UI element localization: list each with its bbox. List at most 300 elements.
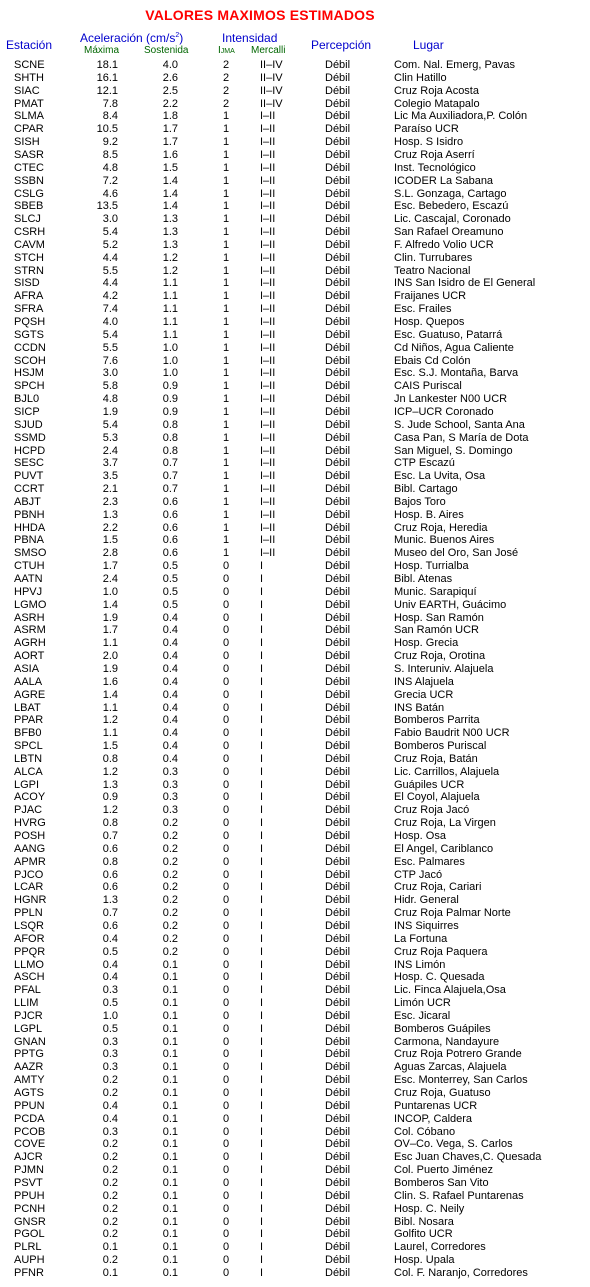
mercalli-intensity: I–II bbox=[260, 213, 276, 226]
mercalli-intensity: I bbox=[260, 1241, 264, 1254]
perception: Débil bbox=[325, 418, 351, 431]
location: Esc. Monterrey, San Carlos bbox=[394, 1074, 528, 1087]
location: Col. Cóbano bbox=[394, 1125, 456, 1138]
location: Cruz Roja Paquera bbox=[394, 945, 488, 958]
jma-intensity: 2 bbox=[222, 71, 230, 84]
table-row bbox=[0, 175, 590, 188]
mercalli-intensity: I–II bbox=[260, 187, 276, 200]
sustained-acceleration: 0.4 bbox=[162, 740, 178, 753]
mercalli-intensity: I–II bbox=[260, 136, 276, 149]
jma-intensity: 0 bbox=[222, 727, 230, 740]
header-aceleracion-exponent: 2 bbox=[175, 32, 180, 39]
station-code: STCH bbox=[14, 251, 44, 264]
jma-intensity: 0 bbox=[222, 1048, 230, 1061]
max-acceleration: 5.4 bbox=[102, 328, 118, 341]
perception: Débil bbox=[325, 1241, 351, 1254]
station-code: PPLN bbox=[14, 907, 43, 920]
table-row bbox=[0, 971, 590, 984]
jma-intensity: 0 bbox=[222, 752, 230, 765]
location: Col. F. Naranjo, Corredores bbox=[394, 1266, 528, 1279]
mercalli-intensity: I–II bbox=[260, 547, 276, 560]
location: ICODER La Sabana bbox=[394, 174, 494, 187]
location: Esc Juan Chaves,C. Quesada bbox=[394, 1151, 542, 1164]
sustained-acceleration: 1.3 bbox=[162, 226, 178, 239]
sustained-acceleration: 0.1 bbox=[162, 1112, 178, 1125]
jma-intensity: 0 bbox=[222, 675, 230, 688]
location: El Coyol, Alajuela bbox=[394, 791, 480, 804]
perception: Débil bbox=[325, 238, 351, 251]
table-row bbox=[0, 984, 590, 997]
location: Cruz Roja Acosta bbox=[394, 84, 479, 97]
max-acceleration: 0.2 bbox=[102, 1164, 118, 1177]
table-row bbox=[0, 624, 590, 637]
table-row bbox=[0, 959, 590, 972]
mercalli-intensity: I–II bbox=[260, 534, 276, 547]
perception: Débil bbox=[325, 226, 351, 239]
mercalli-intensity: I–II bbox=[260, 161, 276, 174]
mercalli-intensity: I bbox=[260, 1009, 264, 1022]
station-code: PJAC bbox=[14, 804, 43, 817]
mercalli-intensity: II–IV bbox=[260, 59, 283, 71]
mercalli-intensity: I bbox=[260, 1138, 264, 1151]
mercalli-intensity: I–II bbox=[260, 431, 276, 444]
station-code: AFOR bbox=[14, 932, 45, 945]
perception: Débil bbox=[325, 573, 351, 585]
location: Bibl. Nosara bbox=[394, 1215, 454, 1228]
mercalli-intensity: I bbox=[260, 1074, 264, 1087]
sustained-acceleration: 0.6 bbox=[162, 534, 178, 547]
table-row bbox=[0, 1087, 590, 1100]
perception: Débil bbox=[325, 264, 351, 277]
location: Hidr. General bbox=[394, 894, 459, 907]
station-code: SBEB bbox=[14, 200, 44, 213]
table-row bbox=[0, 457, 590, 470]
sustained-acceleration: 0.2 bbox=[162, 932, 178, 945]
jma-intensity: 0 bbox=[222, 560, 230, 573]
sustained-acceleration: 0.1 bbox=[162, 1061, 178, 1074]
mercalli-intensity: I–II bbox=[260, 418, 276, 431]
perception: Débil bbox=[325, 560, 351, 573]
perception: Débil bbox=[325, 444, 351, 457]
station-code: CTUH bbox=[14, 560, 45, 573]
table-row bbox=[0, 406, 590, 419]
jma-intensity: 0 bbox=[222, 573, 230, 585]
jma-intensity: 0 bbox=[222, 1099, 230, 1112]
location: Cruz Roja, Cariari bbox=[394, 881, 482, 894]
jma-intensity: 0 bbox=[222, 1202, 230, 1215]
mercalli-intensity: II–IV bbox=[260, 71, 283, 84]
sustained-acceleration: 0.1 bbox=[162, 1151, 178, 1164]
table-row bbox=[0, 727, 590, 740]
mercalli-intensity: I–II bbox=[260, 316, 276, 328]
location: Inst. Tecnológico bbox=[394, 161, 476, 174]
sustained-acceleration: 0.8 bbox=[162, 431, 178, 444]
sustained-acceleration: 0.1 bbox=[162, 984, 178, 997]
max-acceleration: 0.3 bbox=[102, 1048, 118, 1061]
perception: Débil bbox=[325, 907, 351, 920]
station-code: SESC bbox=[14, 457, 44, 470]
max-acceleration: 0.6 bbox=[102, 881, 118, 894]
mercalli-intensity: I bbox=[260, 611, 264, 624]
mercalli-intensity: I–II bbox=[260, 495, 276, 508]
location: Cruz Roja, La Virgen bbox=[394, 817, 496, 830]
mercalli-intensity: I bbox=[260, 585, 264, 598]
station-code: PQSH bbox=[14, 316, 46, 328]
jma-intensity: 0 bbox=[222, 1241, 230, 1254]
jma-intensity: 0 bbox=[222, 932, 230, 945]
jma-intensity: 0 bbox=[222, 778, 230, 791]
mercalli-intensity: I–II bbox=[260, 238, 276, 251]
table-row bbox=[0, 483, 590, 496]
location: Cruz Roja Palmar Norte bbox=[394, 907, 511, 920]
location: ICP–UCR Coronado bbox=[394, 405, 494, 418]
location: Fabio Baudrit N00 UCR bbox=[394, 727, 510, 740]
perception: Débil bbox=[325, 483, 351, 496]
sustained-acceleration: 0.9 bbox=[162, 393, 178, 406]
table-row bbox=[0, 1177, 590, 1190]
max-acceleration: 1.0 bbox=[102, 585, 118, 598]
jma-intensity: 1 bbox=[222, 238, 230, 251]
station-code: LBTN bbox=[14, 752, 43, 765]
mercalli-intensity: I bbox=[260, 932, 264, 945]
location: Bomberos Parrita bbox=[394, 714, 480, 727]
location: Golfito UCR bbox=[394, 1228, 453, 1241]
sustained-acceleration: 0.1 bbox=[162, 1266, 178, 1279]
station-code: PBNA bbox=[14, 534, 44, 547]
table-row bbox=[0, 573, 590, 586]
table-row bbox=[0, 766, 590, 779]
station-code: ALCA bbox=[14, 765, 43, 778]
perception: Débil bbox=[325, 495, 351, 508]
location: CTP Jacó bbox=[394, 868, 443, 881]
station-code: COVE bbox=[14, 1138, 46, 1151]
max-acceleration: 1.5 bbox=[102, 740, 118, 753]
perception: Débil bbox=[325, 1266, 351, 1279]
jma-intensity: 1 bbox=[222, 354, 230, 367]
station-code: LCAR bbox=[14, 881, 44, 894]
sustained-acceleration: 0.9 bbox=[162, 405, 178, 418]
perception: Débil bbox=[325, 598, 351, 611]
location: El Angel, Cariblanco bbox=[394, 842, 494, 855]
sustained-acceleration: 0.2 bbox=[162, 907, 178, 920]
mercalli-intensity: I bbox=[260, 1022, 264, 1035]
station-code: SMSO bbox=[14, 547, 47, 560]
max-acceleration: 0.5 bbox=[102, 997, 118, 1010]
sustained-acceleration: 0.4 bbox=[162, 752, 178, 765]
jma-intensity: 1 bbox=[222, 264, 230, 277]
location: Cruz Roja, Guatuso bbox=[394, 1087, 491, 1099]
location: Hosp. Osa bbox=[394, 830, 446, 842]
header-ijma-sub: JMA bbox=[220, 48, 235, 55]
perception: Débil bbox=[325, 765, 351, 778]
station-code: CTEC bbox=[14, 161, 44, 174]
mercalli-intensity: I–II bbox=[260, 110, 276, 123]
max-acceleration: 3.0 bbox=[102, 367, 118, 380]
perception: Débil bbox=[325, 290, 351, 303]
jma-intensity: 0 bbox=[222, 688, 230, 701]
table-row bbox=[0, 110, 590, 123]
perception: Débil bbox=[325, 1138, 351, 1151]
table-row bbox=[0, 239, 590, 252]
station-code: SSBN bbox=[14, 174, 44, 187]
perception: Débil bbox=[325, 1112, 351, 1125]
location: San Miguel, S. Domingo bbox=[394, 444, 513, 457]
perception: Débil bbox=[325, 110, 351, 123]
max-acceleration: 0.8 bbox=[102, 752, 118, 765]
max-acceleration: 2.2 bbox=[102, 521, 118, 534]
jma-intensity: 0 bbox=[222, 1022, 230, 1035]
sustained-acceleration: 1.7 bbox=[162, 136, 178, 149]
perception: Débil bbox=[325, 1022, 351, 1035]
location: Cruz Roja Jacó bbox=[394, 804, 470, 817]
mercalli-intensity: I–II bbox=[260, 508, 276, 521]
jma-intensity: 0 bbox=[222, 1176, 230, 1189]
perception: Débil bbox=[325, 1074, 351, 1087]
perception: Débil bbox=[325, 534, 351, 547]
sustained-acceleration: 1.4 bbox=[162, 174, 178, 187]
perception: Débil bbox=[325, 161, 351, 174]
sustained-acceleration: 0.4 bbox=[162, 624, 178, 637]
perception: Débil bbox=[325, 778, 351, 791]
max-acceleration: 0.6 bbox=[102, 919, 118, 932]
table-row bbox=[0, 522, 590, 535]
mercalli-intensity: I bbox=[260, 765, 264, 778]
header-intensidad: Intensidad bbox=[222, 31, 278, 45]
mercalli-intensity: I–II bbox=[260, 380, 276, 393]
jma-intensity: 1 bbox=[222, 251, 230, 264]
mercalli-intensity: I bbox=[260, 573, 264, 585]
table-row bbox=[0, 663, 590, 676]
max-acceleration: 1.1 bbox=[102, 727, 118, 740]
sustained-acceleration: 0.5 bbox=[162, 585, 178, 598]
mercalli-intensity: I bbox=[260, 1254, 264, 1267]
perception: Débil bbox=[325, 1035, 351, 1048]
station-code: PJMN bbox=[14, 1164, 44, 1177]
jma-intensity: 2 bbox=[222, 97, 230, 110]
station-code: BJL0 bbox=[14, 393, 40, 406]
jma-intensity: 0 bbox=[222, 855, 230, 868]
location: Casa Pan, S María de Dota bbox=[394, 431, 529, 444]
max-acceleration: 0.2 bbox=[102, 1254, 118, 1267]
station-code: AGRH bbox=[14, 637, 46, 650]
sustained-acceleration: 0.1 bbox=[162, 1138, 178, 1151]
sustained-acceleration: 1.7 bbox=[162, 123, 178, 136]
jma-intensity: 1 bbox=[222, 418, 230, 431]
location: Col. Puerto Jiménez bbox=[394, 1164, 494, 1177]
station-code: CCDN bbox=[14, 341, 46, 354]
location: Hosp. Quepos bbox=[394, 316, 465, 328]
location: Cruz Roja, Batán bbox=[394, 752, 478, 765]
mercalli-intensity: I bbox=[260, 1048, 264, 1061]
table-row bbox=[0, 804, 590, 817]
max-acceleration: 2.4 bbox=[102, 444, 118, 457]
max-acceleration: 0.4 bbox=[102, 971, 118, 984]
mercalli-intensity: I bbox=[260, 1061, 264, 1074]
perception: Débil bbox=[325, 675, 351, 688]
location: Cruz Roja, Heredia bbox=[394, 521, 488, 534]
station-code: STRN bbox=[14, 264, 44, 277]
sustained-acceleration: 0.4 bbox=[162, 727, 178, 740]
max-acceleration: 0.2 bbox=[102, 1228, 118, 1241]
station-code: HGNR bbox=[14, 894, 47, 907]
perception: Débil bbox=[325, 1176, 351, 1189]
station-code: SASR bbox=[14, 148, 44, 161]
table-row bbox=[0, 1126, 590, 1139]
jma-intensity: 2 bbox=[222, 59, 230, 71]
mercalli-intensity: I bbox=[260, 1151, 264, 1164]
jma-intensity: 0 bbox=[222, 842, 230, 855]
mercalli-intensity: I–II bbox=[260, 393, 276, 406]
jma-intensity: 1 bbox=[222, 393, 230, 406]
perception: Débil bbox=[325, 1164, 351, 1177]
sustained-acceleration: 0.2 bbox=[162, 855, 178, 868]
table-row bbox=[0, 702, 590, 715]
location: INS Alajuela bbox=[394, 675, 454, 688]
jma-intensity: 0 bbox=[222, 1151, 230, 1164]
table-row bbox=[0, 509, 590, 522]
perception: Débil bbox=[325, 1202, 351, 1215]
perception: Débil bbox=[325, 1151, 351, 1164]
station-code: ASRM bbox=[14, 624, 46, 637]
location: Lic. Carrillos, Alajuela bbox=[394, 765, 500, 778]
perception: Débil bbox=[325, 84, 351, 97]
table-row bbox=[0, 188, 590, 201]
table-row bbox=[0, 355, 590, 368]
max-acceleration: 0.9 bbox=[102, 791, 118, 804]
max-acceleration: 1.5 bbox=[102, 534, 118, 547]
table-row bbox=[0, 1228, 590, 1241]
table-row bbox=[0, 740, 590, 753]
perception: Débil bbox=[325, 136, 351, 149]
table-row bbox=[0, 946, 590, 959]
mercalli-intensity: I–II bbox=[260, 200, 276, 213]
sustained-acceleration: 0.1 bbox=[162, 1125, 178, 1138]
mercalli-intensity: I bbox=[260, 1125, 264, 1138]
perception: Débil bbox=[325, 1215, 351, 1228]
max-acceleration: 4.2 bbox=[102, 290, 118, 303]
perception: Débil bbox=[325, 1228, 351, 1241]
jma-intensity: 0 bbox=[222, 907, 230, 920]
location: Lic. Cascajal, Coronado bbox=[394, 213, 511, 226]
perception: Débil bbox=[325, 791, 351, 804]
station-code: SFRA bbox=[14, 303, 44, 316]
sustained-acceleration: 1.0 bbox=[162, 341, 178, 354]
table-row bbox=[0, 650, 590, 663]
sustained-acceleration: 0.7 bbox=[162, 483, 178, 496]
station-code: AORT bbox=[14, 650, 45, 663]
station-code: PLRL bbox=[14, 1241, 42, 1254]
jma-intensity: 0 bbox=[222, 624, 230, 637]
sustained-acceleration: 0.4 bbox=[162, 675, 178, 688]
perception: Débil bbox=[325, 547, 351, 560]
station-code: SSMD bbox=[14, 431, 46, 444]
sustained-acceleration: 0.3 bbox=[162, 765, 178, 778]
mercalli-intensity: I bbox=[260, 688, 264, 701]
sustained-acceleration: 0.2 bbox=[162, 817, 178, 830]
mercalli-intensity: I bbox=[260, 830, 264, 842]
max-acceleration: 0.1 bbox=[102, 1266, 118, 1279]
sustained-acceleration: 0.8 bbox=[162, 418, 178, 431]
jma-intensity: 0 bbox=[222, 958, 230, 971]
location: Esc. Bebedero, Escazú bbox=[394, 200, 509, 213]
perception: Débil bbox=[325, 213, 351, 226]
station-code: PPAR bbox=[14, 714, 44, 727]
header-aceleracion-text: Aceleración (cm/s bbox=[80, 31, 176, 45]
mercalli-intensity: I bbox=[260, 1189, 264, 1202]
jma-intensity: 0 bbox=[222, 1266, 230, 1279]
perception: Débil bbox=[325, 148, 351, 161]
mercalli-intensity: I bbox=[260, 1099, 264, 1112]
perception: Débil bbox=[325, 393, 351, 406]
perception: Débil bbox=[325, 303, 351, 316]
table-row bbox=[0, 534, 590, 547]
table-row bbox=[0, 894, 590, 907]
mercalli-intensity: I–II bbox=[260, 303, 276, 316]
jma-intensity: 1 bbox=[222, 457, 230, 470]
station-code: PBNH bbox=[14, 508, 45, 521]
station-code: GNAN bbox=[14, 1035, 46, 1048]
table-row bbox=[0, 907, 590, 920]
table-row bbox=[0, 277, 590, 290]
jma-intensity: 0 bbox=[222, 1074, 230, 1087]
sustained-acceleration: 0.7 bbox=[162, 457, 178, 470]
max-acceleration: 10.5 bbox=[96, 123, 118, 136]
sustained-acceleration: 0.1 bbox=[162, 1241, 178, 1254]
perception: Débil bbox=[325, 521, 351, 534]
sustained-acceleration: 0.2 bbox=[162, 919, 178, 932]
station-code: SGTS bbox=[14, 328, 44, 341]
mercalli-intensity: I bbox=[260, 894, 264, 907]
perception: Débil bbox=[325, 1099, 351, 1112]
station-code: ABJT bbox=[14, 495, 41, 508]
table-row bbox=[0, 162, 590, 175]
station-code: PPUH bbox=[14, 1189, 45, 1202]
max-acceleration: 1.4 bbox=[102, 688, 118, 701]
header-ijma bbox=[218, 45, 235, 56]
table-row bbox=[0, 1190, 590, 1203]
sustained-acceleration: 0.6 bbox=[162, 495, 178, 508]
header-ijma-letter: I bbox=[218, 45, 221, 56]
location: Hosp. Grecia bbox=[394, 637, 459, 650]
max-acceleration: 0.5 bbox=[102, 1022, 118, 1035]
perception: Débil bbox=[325, 817, 351, 830]
sustained-acceleration: 0.3 bbox=[162, 778, 178, 791]
location: Museo del Oro, San José bbox=[394, 547, 519, 560]
mercalli-intensity: I–II bbox=[260, 341, 276, 354]
max-acceleration: 1.4 bbox=[102, 598, 118, 611]
sustained-acceleration: 1.1 bbox=[162, 290, 178, 303]
station-code: ACOY bbox=[14, 791, 46, 804]
mercalli-intensity: I–II bbox=[260, 328, 276, 341]
max-acceleration: 0.7 bbox=[102, 830, 118, 842]
mercalli-intensity: I bbox=[260, 919, 264, 932]
mercalli-intensity: I–II bbox=[260, 123, 276, 136]
perception: Débil bbox=[325, 984, 351, 997]
max-acceleration: 7.8 bbox=[102, 97, 118, 110]
jma-intensity: 0 bbox=[222, 1189, 230, 1202]
jma-intensity: 1 bbox=[222, 380, 230, 393]
location: Jn Lankester N00 UCR bbox=[394, 393, 508, 406]
location: Bibl. Cartago bbox=[394, 483, 458, 496]
mercalli-intensity: I–II bbox=[260, 148, 276, 161]
station-code: LSQR bbox=[14, 919, 44, 932]
mercalli-intensity: I bbox=[260, 624, 264, 637]
station-code: GNSR bbox=[14, 1215, 46, 1228]
location: Esc. Guatuso, Patarrá bbox=[394, 328, 503, 341]
sustained-acceleration: 0.6 bbox=[162, 547, 178, 560]
table-row bbox=[0, 997, 590, 1010]
sustained-acceleration: 0.4 bbox=[162, 714, 178, 727]
